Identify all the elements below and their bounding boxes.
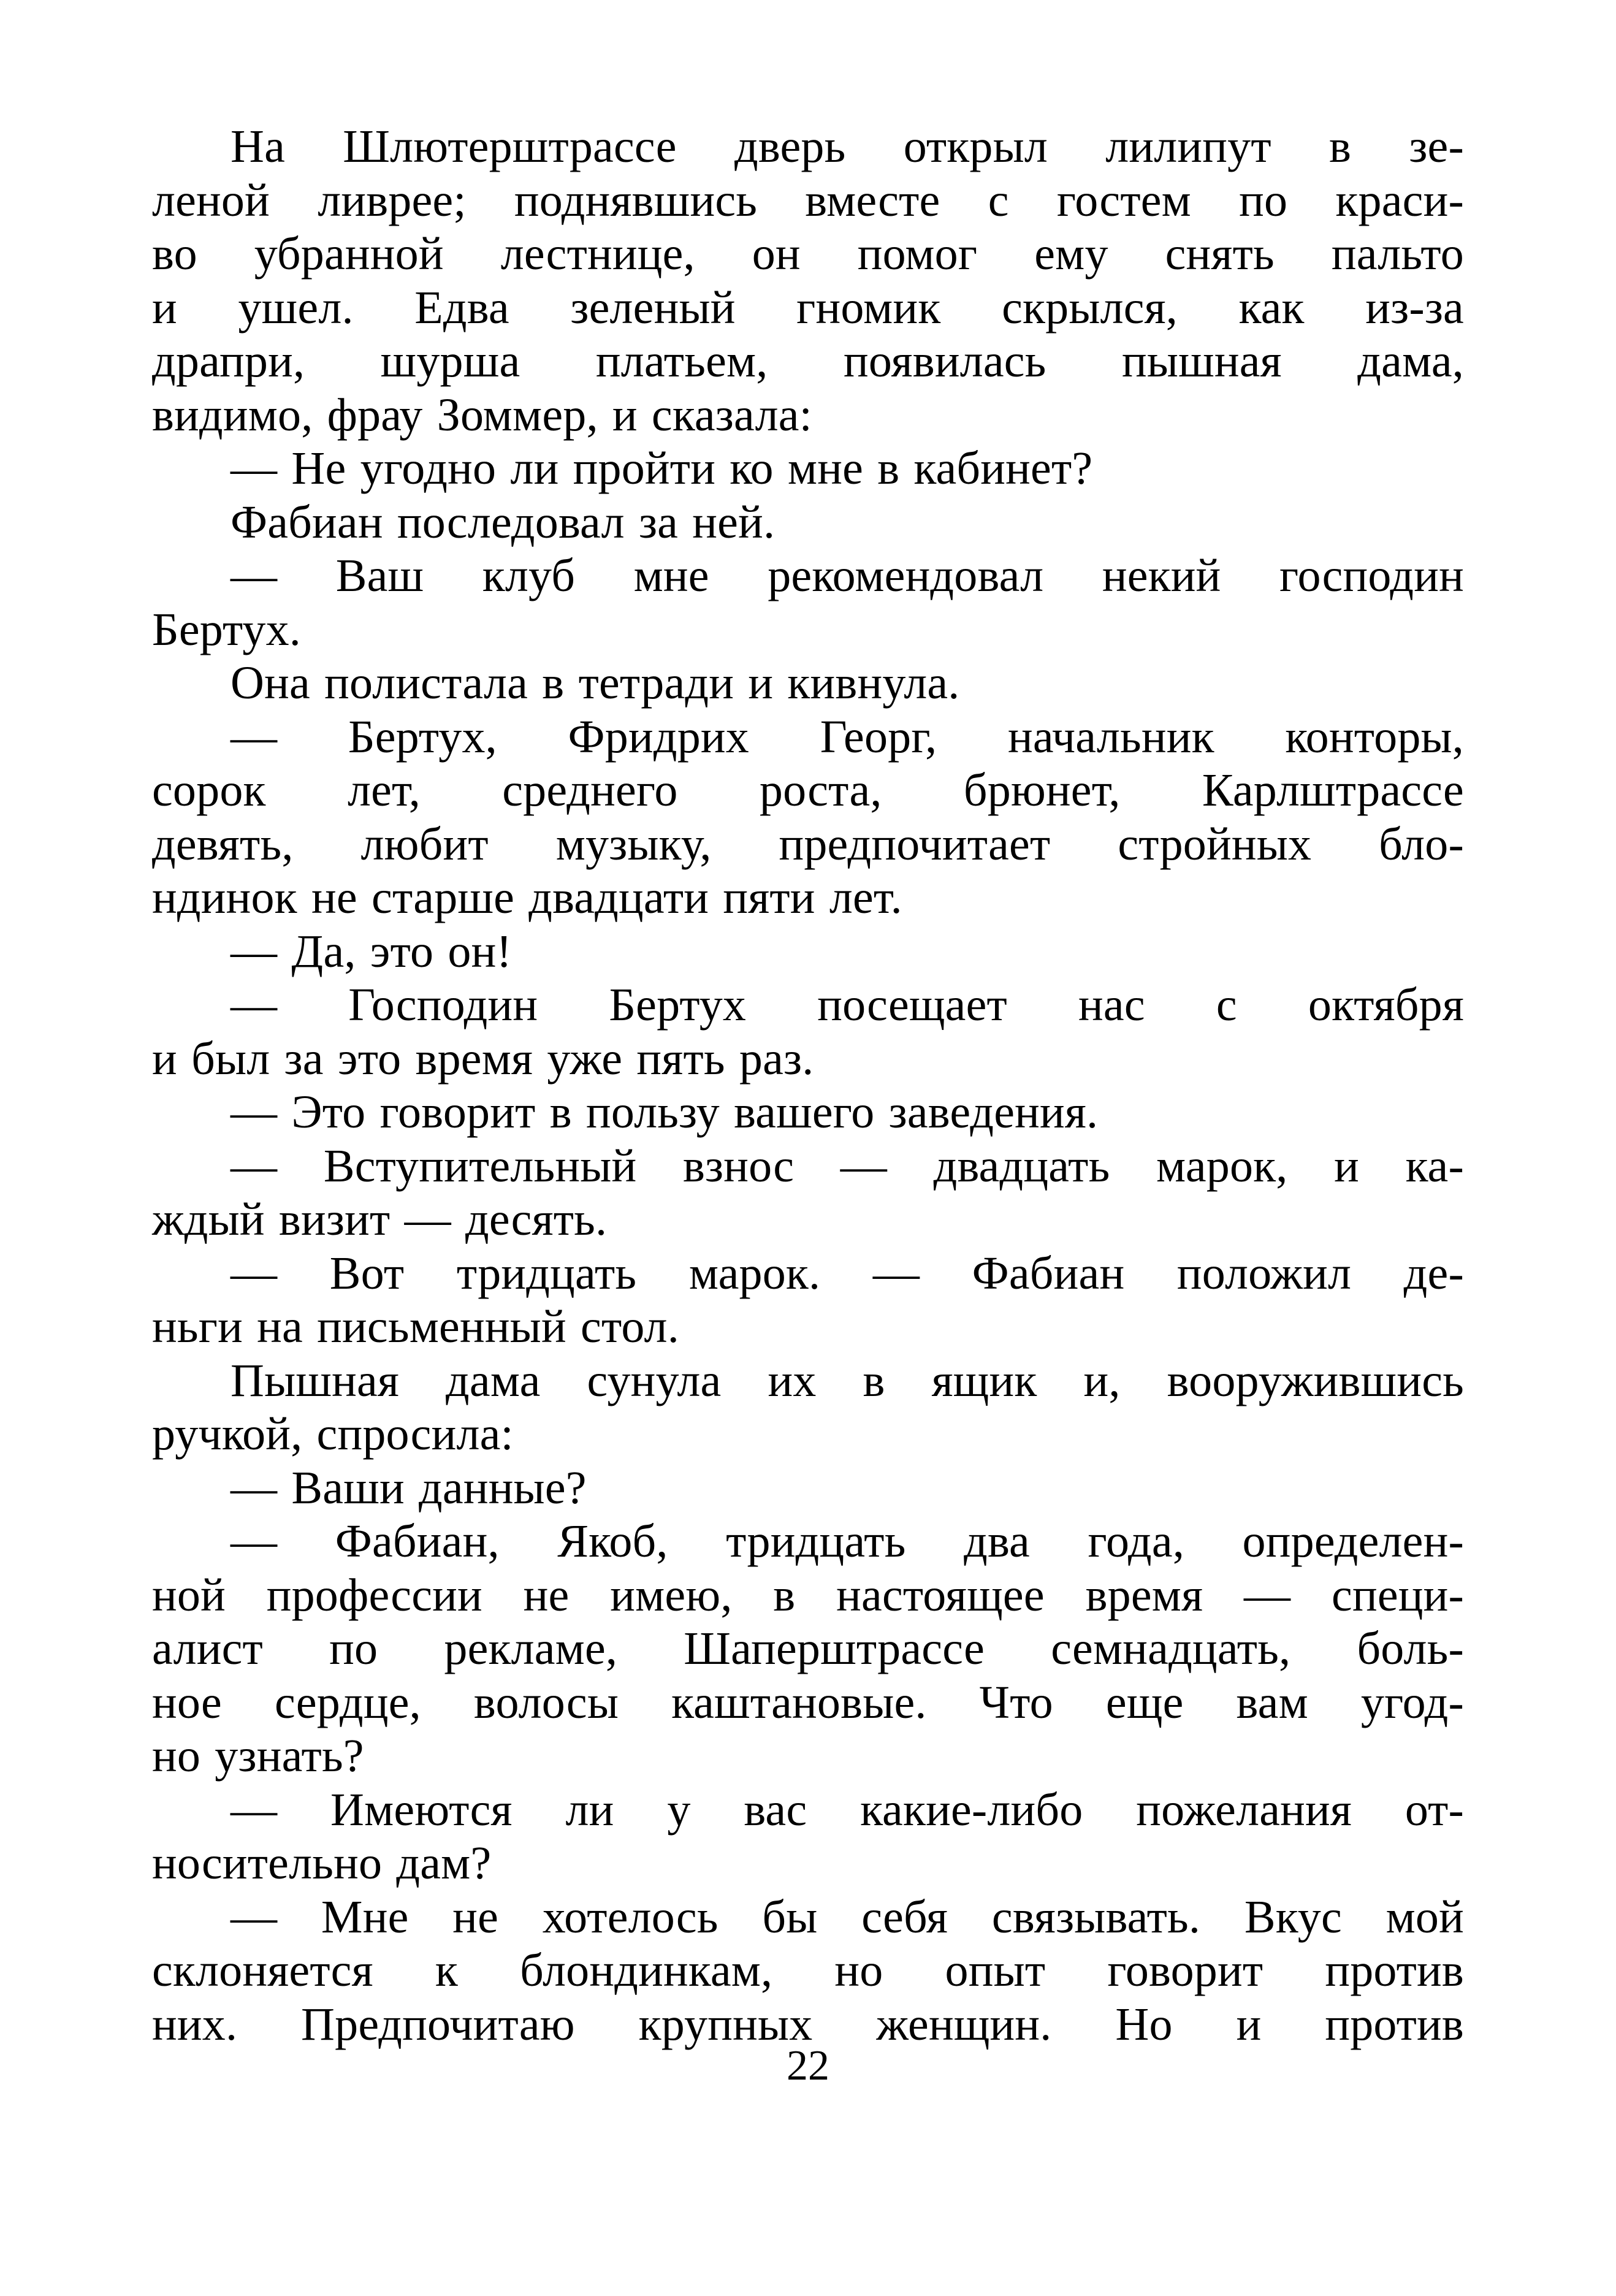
text-line: во убранной лестнице, он помог ему снять пальто [152,228,1464,280]
page-body-text [152,120,1464,2051]
text-line: — Имеются ли у вас какие-либо пожелания от- [231,1783,1464,1836]
text-line: — Господин Бертух посещает нас с октября [231,979,1464,1031]
text-line: Фабиан последовал за ней. [231,496,776,548]
text-line: Бертух. [152,603,301,655]
text-line: алист по рекламе, Шаперштрассе семнадцать, боль- [152,1623,1464,1674]
text-line: — Это говорит в пользу вашего заведения. [231,1086,1099,1138]
text-line: драпри, шурша платьем, появилась пышная дама, [152,335,1464,387]
text-line: На Шлютерштрассе дверь открыл лилипут в зе- [231,121,1464,172]
text-line: — Мне не хотелось бы себя связывать. Вкус мой [231,1891,1464,1943]
text-line: — Фабиан, Якоб, тридцать два года, определен- [231,1516,1464,1567]
text-line: склоняется к блондинкам, но опыт говорит против [152,1945,1464,1996]
text-line: девять, любит музыку, предпочитает стройных бло- [152,818,1464,870]
text-line: — Вот тридцать марок. — Фабиан положил де- [231,1247,1464,1299]
text-line: ной профессии не имею, в настоящее время — специ- [152,1569,1464,1621]
text-line: — Бертух, Фридрих Георг, начальник конторы, [231,711,1464,763]
text-line: сорок лет, среднего роста, брюнет, Карлштрассе [152,765,1464,816]
text-line: ное сердце, волосы каштановые. Что еще вам угод- [152,1676,1464,1728]
text-line: — Вступительный взнос — двадцать марок, и ка- [231,1140,1464,1192]
text-line: — Ваши данные? [231,1462,587,1514]
text-line: ручкой, спросила: [152,1408,514,1460]
text-line: но узнать? [152,1730,364,1782]
text-line: Пышная дама сунула их в ящик и, вооружившись [231,1354,1464,1406]
text-line: — Ваш клуб мне рекомендовал некий господин [231,550,1464,601]
page-number: 22 [787,2042,829,2089]
text-line: леной ливрее; поднявшись вместе с гостем по краси- [152,174,1464,226]
text-line: Она полистала в тетради и кивнула. [231,657,960,709]
text-line: и ушел. Едва зеленый гномик скрылся, как из-за [152,281,1464,334]
text-line: ньги на письменный стол. [152,1301,679,1352]
text-line: и был за это время уже пять раз. [152,1032,814,1085]
text-line: видимо, фрау Зоммер, и сказала: [152,389,812,441]
text-line: них. Предпочитаю крупных женщин. Но и против [152,1998,1464,2050]
text-line: ндинок не старше двадцати пяти лет. [152,872,902,923]
text-line: ждый визит — десять. [152,1194,608,1245]
text-line: — Не угодно ли пройти ко мне в кабинет? [231,443,1093,494]
text-line: — Да, это он! [231,925,512,977]
text-line: носительно дам? [152,1837,492,1889]
